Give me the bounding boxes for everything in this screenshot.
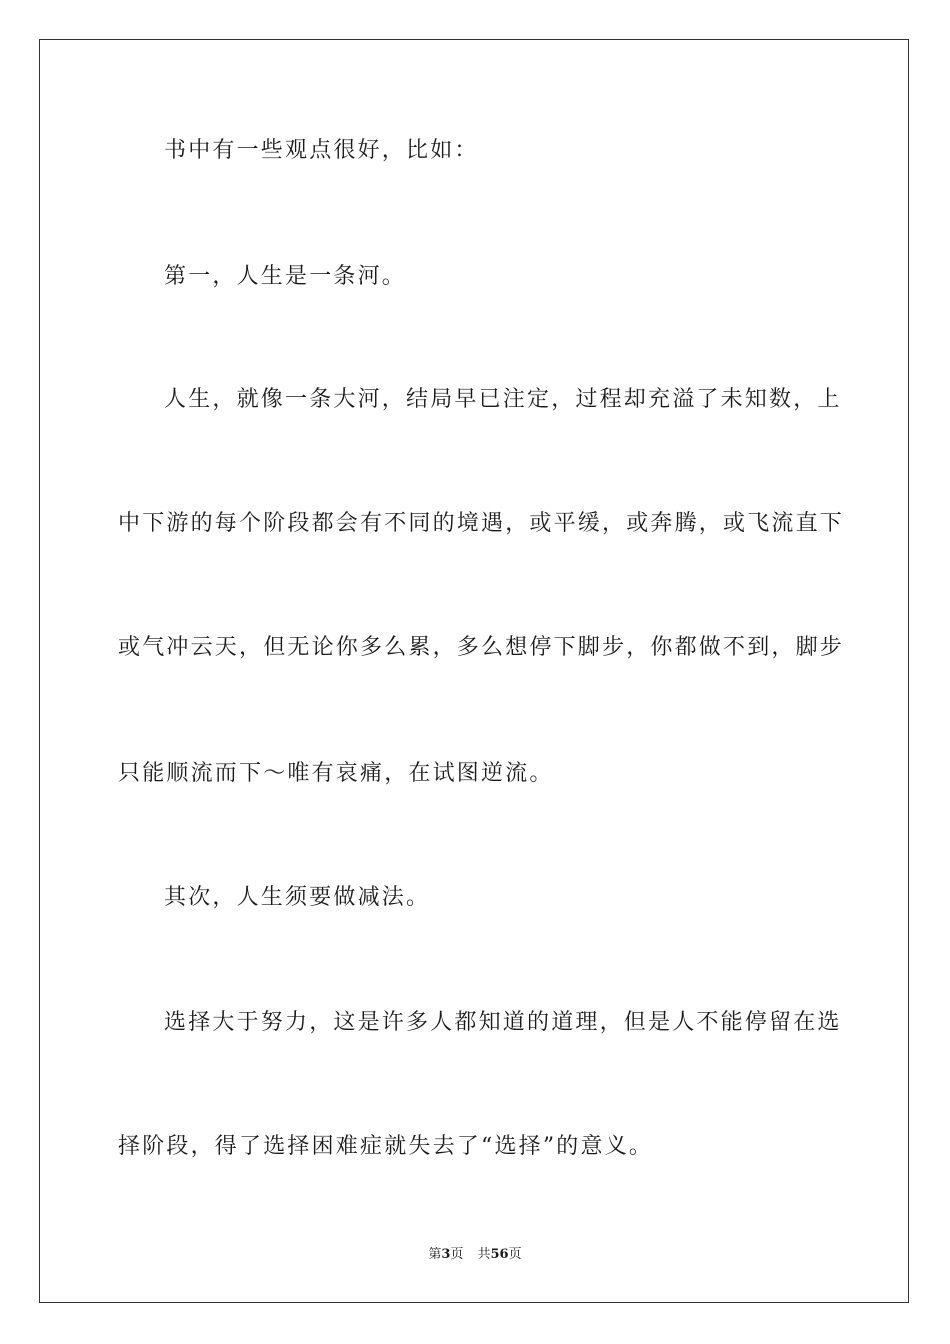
page-footer (0, 1246, 950, 1264)
page-border (39, 39, 909, 1303)
paragraph-line-4: 中下游的每个阶段都会有不同的境遇，或平缓，或奔腾，或飞流直下 (118, 511, 845, 536)
paragraph-line-2: 第一，人生是一条河。 (164, 264, 407, 289)
footer-page-number: 3 (441, 1247, 451, 1262)
footer-page-prefix: 第 (428, 1247, 442, 1262)
paragraph-line-7: 其次，人生须要做减法。 (164, 885, 431, 910)
footer-total-suffix: 页 (508, 1247, 522, 1262)
footer-page-suffix: 页 (450, 1247, 464, 1262)
paragraph-line-8: 选择大于努力，这是许多人都知道的道理，但是人不能停留在选 (164, 1010, 842, 1035)
paragraph-line-9: 择阶段，得了选择困难症就失去了“选择”的意义。 (118, 1134, 654, 1159)
paragraph-line-3: 人生，就像一条大河，结局早已注定，过程却充溢了未知数，上 (164, 387, 842, 412)
paragraph-line-6: 只能顺流而下～唯有哀痛，在试图逆流。 (118, 761, 554, 786)
footer-total-prefix: 共 (477, 1247, 491, 1262)
paragraph-line-5: 或气冲云天，但无论你多么累，多么想停下脚步，你都做不到，脚步 (118, 635, 845, 660)
paragraph-line-1: 书中有一些观点很好，比如： (164, 138, 479, 163)
footer-total-pages: 56 (490, 1247, 509, 1262)
